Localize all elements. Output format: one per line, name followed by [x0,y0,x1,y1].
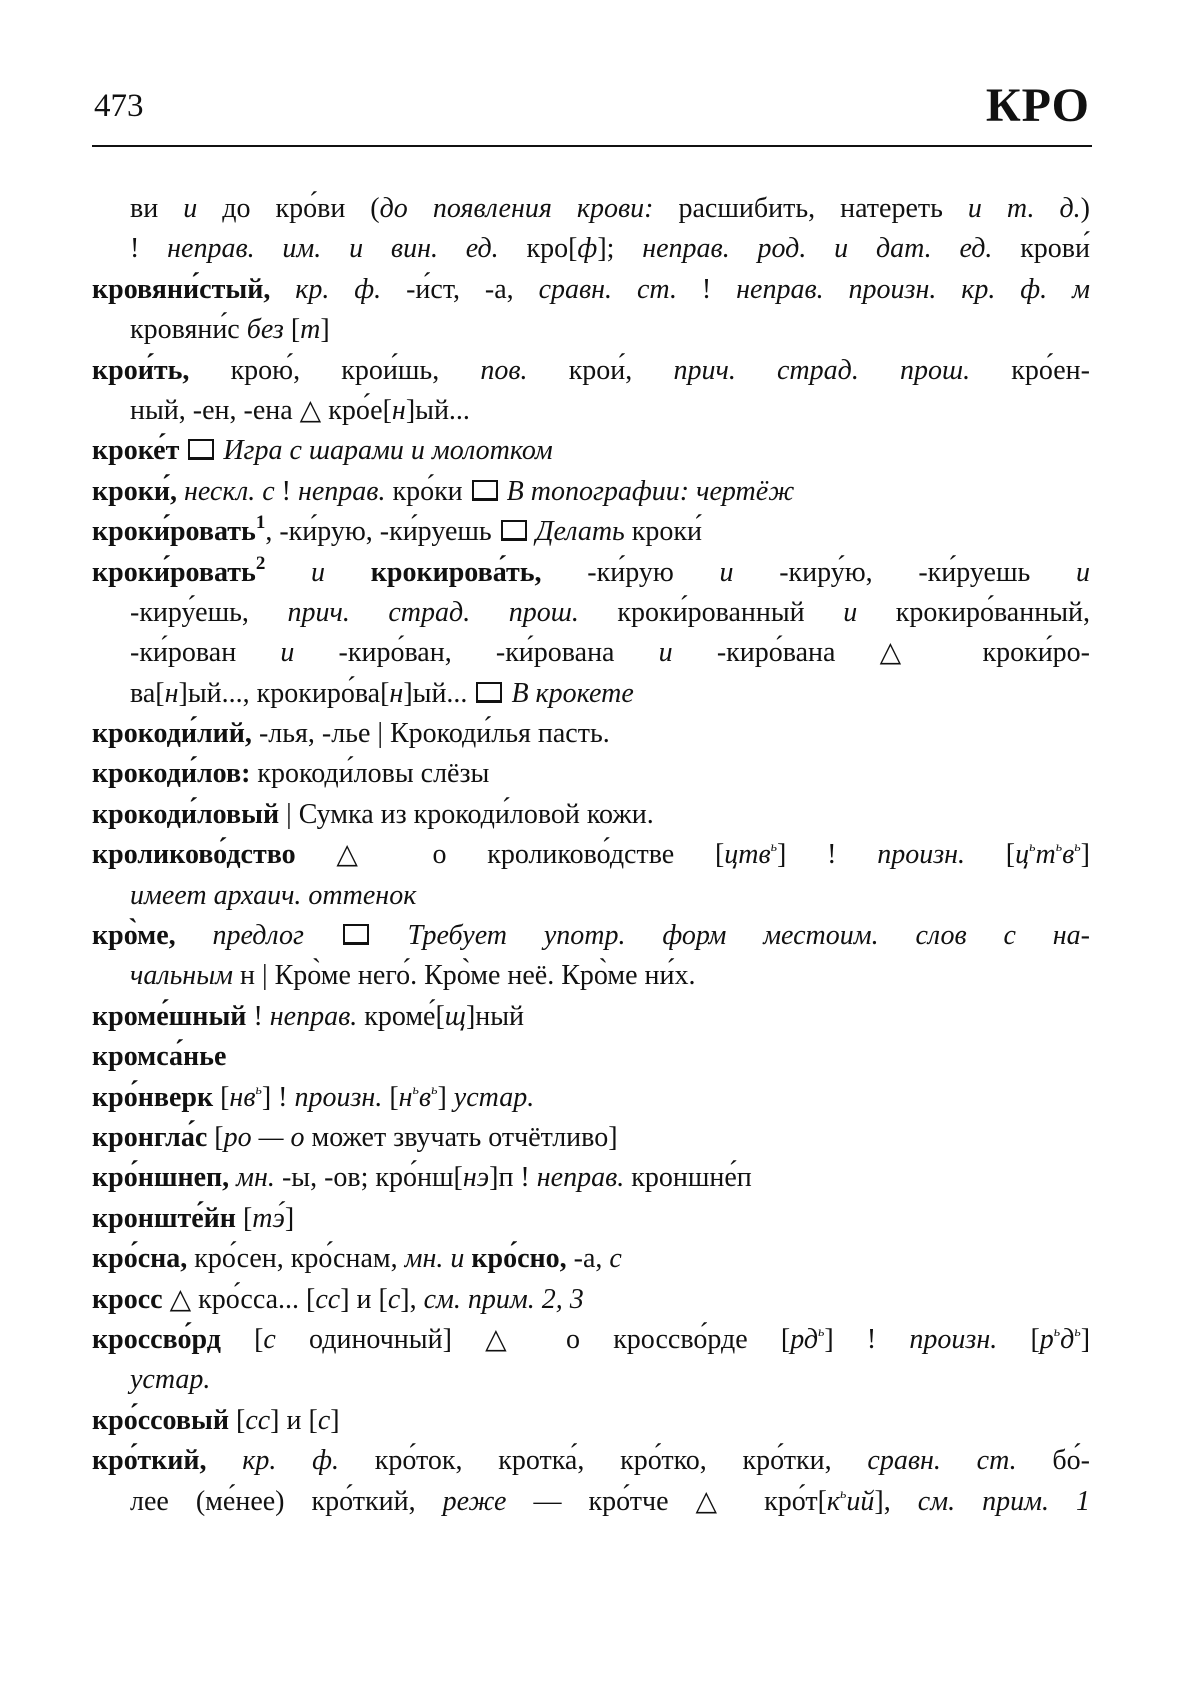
entry-text: [ [389,1081,399,1113]
soft-mark: ь [840,1486,847,1502]
headword: кроке́т [92,435,187,467]
entry-line [92,1401,1090,1441]
entry-text: крокиро́ванный, [895,596,1090,628]
italic-label: прич. страд. прош. [287,596,618,628]
soft-mark: ь [1074,840,1081,856]
italic-label: рд [790,1323,818,1355]
italic-label: к [826,1485,841,1517]
entry-text: ]ый... [405,394,470,426]
page-number: 473 [94,88,144,124]
entry-line [92,270,1090,310]
entry-text: крою́, крои́шь, [230,354,481,386]
entry-text: [ [290,314,301,346]
entry-text: [ [220,1081,230,1113]
dictionary-entries [92,189,1090,1522]
italic-label: реже [442,1485,534,1517]
entry-text: -лья, -лье | Крокоди́лья пасть. [258,718,610,750]
entry-continuation-line [92,674,1090,714]
soft-mark: ь [431,1082,438,1098]
entry-text: ! [253,1000,270,1032]
entry-line [92,1441,1090,1481]
entry-line [92,714,1090,754]
entry-text: ] и [ [340,1283,388,1315]
italic-label: в [418,1081,432,1113]
italic-label: сравн. ст. [867,1445,1053,1477]
italic-label: см. прим. 1 [917,1485,1090,1517]
italic-label: с [263,1323,310,1355]
headword: кровяни́стый, [92,273,296,305]
italic-label: мн. [236,1162,282,1194]
italic-label: Делать [528,516,632,548]
entry-text: бо́- [1052,1445,1090,1477]
italic-label: щ [444,1000,466,1032]
entry-text: ] ! [261,1081,295,1113]
entry-text: кро́ки [392,475,470,507]
entry-line [92,795,1090,835]
entry-text: -и́ст, -а, [406,273,539,305]
italic-label: произн. [294,1081,390,1113]
entry-text: ]; [597,233,643,265]
entry-continuation-line [92,189,1090,229]
entry-continuation-line [92,391,1090,431]
entry-line [92,835,1090,875]
headword: кро́сна, [92,1243,195,1275]
italic-label: неправ. произн. кр. ф. м [736,273,1090,305]
headword: кроки́ровать [92,556,256,588]
entry-text: | Сумка из крокоди́ловой кожи. [286,798,654,830]
entry-line [92,1239,1090,1279]
italic-label: н [389,677,404,709]
italic-label: нэ [462,1162,490,1194]
italic-label: цтв [724,839,771,871]
entry-text: ] [437,1081,454,1113]
italic-label: н [164,677,179,709]
entry-line [92,1037,1090,1077]
entry-text: ] ! [777,839,878,871]
italic-label: кр. ф. [295,273,407,305]
italic-label: ро — о [223,1121,312,1153]
entry-text: [ [1005,839,1016,871]
entry-text: ва[ [130,677,165,709]
italic-label: сравн. ст. [538,273,702,305]
italic-label: неправ. [269,1000,365,1032]
italic-label: н [398,1081,413,1113]
italic-label: с [317,1404,331,1436]
entry-text: может звучать отчётливо] [311,1121,618,1153]
headword: кронште́йн [92,1202,243,1234]
headword: крои́ть, [92,354,231,386]
entry-text: -ки́рован [130,637,281,669]
entry-line [92,1280,1090,1320]
entry-text: кровяни́с [130,314,247,346]
italic-label: сс [315,1283,341,1315]
entry-line [92,512,1090,552]
entry-text: [ [214,1121,224,1153]
entry-text: ! [281,475,298,507]
entry-line [92,997,1090,1037]
italic-label: и [719,556,780,588]
italic-label: и [1076,556,1090,588]
italic-label: и [183,193,223,224]
entry-text: ] [320,314,330,346]
entry-line [92,472,1090,512]
entry-text: ] [330,1404,340,1436]
entry-line [92,553,1090,593]
entry-line [92,431,1090,471]
entry-text: -ы, -ов; кро́нш[ [281,1162,463,1194]
italic-label: неправ. род. и дат. ед. [642,233,1021,265]
entry-text: -киру́ю, -ки́руешь [779,556,1077,588]
entry-line [92,351,1090,391]
entry-text: -киро́вана △ кроки́ро- [716,637,1090,669]
note-box-icon [472,480,498,501]
entry-text: расшибить, натереть [678,193,968,224]
entry-text: ]п ! [489,1162,537,1194]
entry-text: кро́ток, кротка́, кро́тко, кро́тки, [374,1445,868,1477]
entry-continuation-line [92,310,1090,350]
entry-text: , -ки́рую, -ки́руешь [265,516,499,548]
italic-label: р [1039,1323,1054,1355]
headword: крокирова́ть, [370,556,588,588]
entry-text: △ о кроликово́дстве [ [336,839,725,871]
entry-line [92,754,1090,794]
entry-text: н | Кро̀ме него́. Кро̀ме неё. Кро̀ме ни́х. [240,960,696,992]
headword: кронгла́с [92,1121,215,1153]
italic-label: д [1060,1323,1075,1355]
italic-label: мн. и [404,1243,472,1275]
italic-label: пов. [480,354,569,386]
entry-text: ] [1080,1323,1090,1355]
entry-text: крокоди́ловы слёзы [257,758,490,790]
entry-text: кроки́ [631,516,702,548]
entry-text: до кро́ви ( [222,193,380,224]
headword: крокоди́лов: [92,758,258,790]
italic-label: и [658,637,717,669]
entry-line [92,1158,1090,1198]
entry-continuation-line [92,1360,1090,1400]
entry-text: -а, [573,1243,610,1275]
italic-label: нескл. с [183,475,282,507]
entry-text: — кро́тче △ кро́т[ [533,1485,827,1517]
entry-line [92,1199,1090,1239]
headword: кроки́ровать [92,516,256,548]
italic-label: до появления крови: [379,193,679,224]
entry-text: крови́ [1020,233,1090,265]
entry-text: ! [701,273,737,305]
italic-label: см. прим. 2, 3 [423,1283,584,1315]
entry-text: -киру́ешь, [130,596,288,628]
entry-text: [ [242,1202,253,1234]
italic-label: нв [229,1081,256,1113]
entry-text: ] [1080,839,1090,871]
entry-line [92,1078,1090,1118]
italic-label: ф [577,233,598,265]
italic-label: В крокете [504,677,634,709]
italic-label: устар. [130,1364,211,1396]
headword: кро̀ме, [92,920,213,952]
soft-mark: ь [1029,840,1036,856]
entry-text: кро́ен- [1011,354,1090,386]
headword: крокоди́лий, [92,718,259,750]
italic-label: произн. [877,839,1006,871]
headword: кромса́нье [92,1041,227,1073]
entry-text: кроме́[ [364,1000,445,1032]
entry-text: ]ый..., крокиро́ва[ [178,677,390,709]
italic-label: н [391,394,406,426]
guide-word: КРО [985,79,1090,132]
entry-text: [ [235,1404,246,1436]
entry-text: ]ый... [403,677,475,709]
headword: кро́сно, [471,1243,574,1275]
italic-label: прич. страд. прош. [673,354,1012,386]
italic-label: сс [245,1404,271,1436]
headword: кроссво́рд [92,1323,255,1355]
entry-text: -ки́рую [587,556,720,588]
italic-label: устар. [453,1081,535,1113]
entry-text: ви [130,193,184,224]
entry-text: ]ный [465,1000,525,1032]
italic-label: неправ. им. и вин. ед. [167,233,527,265]
italic-label: чальным [130,960,241,992]
headword: кро́ткий, [92,1445,243,1477]
italic-label: имеет архаич. оттенок [130,879,417,911]
headword: кро́ссовый [92,1404,236,1436]
note-box-icon [343,924,369,945]
italic-label: т [300,314,321,346]
entry-text: лее (ме́нее) кро́ткий, [130,1485,443,1517]
entry-continuation-line [92,229,1090,269]
headword: кроме́шный [92,1000,254,1032]
entry-text: ], [874,1485,918,1517]
italic-label: с [387,1283,401,1315]
italic-label: В топографии: чертёж [499,475,795,507]
entry-text: -киро́ван, -ки́рована [338,637,659,669]
italic-label: Требует употр. форм местоим. слов с на- [370,920,1090,952]
italic-label: ий [846,1485,875,1517]
soft-mark: ь [412,1082,419,1098]
italic-label: с [609,1243,622,1275]
entry-text: [ [254,1323,264,1355]
soft-mark: ь [1074,1324,1081,1340]
entry-text: ] ! [824,1323,910,1355]
entry-text: [ [1030,1323,1040,1355]
entry-text: ный, -ен, -ена △ кро́е[ [130,394,392,426]
italic-label: и [843,596,896,628]
entry-line [92,1118,1090,1158]
entry-text: ], [400,1283,424,1315]
entry-text: кро́сен, кро́снам, [194,1243,405,1275]
note-box-icon [501,520,527,541]
entry-line [92,1320,1090,1360]
homonym-index: 2 [255,552,266,574]
entry-continuation-line [92,956,1090,996]
soft-mark: ь [818,1324,825,1340]
italic-label: без [246,314,291,346]
entry-text: кроки́рованный [617,596,844,628]
italic-label: Игра с шарами и молотком [216,435,553,467]
entry-text: ! [130,233,168,265]
soft-mark: ь [1053,1324,1061,1340]
headword: крокоди́ловый [92,798,287,830]
soft-mark: ь [1055,840,1063,856]
italic-label: в [1062,839,1075,871]
entry-text: крои́, [568,354,674,386]
entry-text: △ кро́сса... [ [169,1283,316,1315]
entry-text: ) [1080,193,1090,224]
entry-line [92,916,1090,956]
italic-label: предлог [212,920,341,952]
headword: кроки́, [92,475,184,507]
italic-label: кр. ф. [242,1445,375,1477]
headword: кро́ншнеп, [92,1162,237,1194]
note-box-icon [188,439,214,460]
italic-label: произн. [909,1323,1031,1355]
italic-label: ц [1015,839,1030,871]
headword: кросс [92,1283,170,1315]
entry-continuation-line [92,876,1090,916]
entry-continuation-line [92,633,1090,673]
entry-text: одиночный] △ о кроссво́рде [ [309,1323,791,1355]
entry-continuation-line [92,593,1090,633]
headword: кро́нверк [92,1081,221,1113]
italic-label: и т. д. [967,193,1081,224]
header-rule [92,145,1092,147]
italic-label: т [1035,839,1056,871]
soft-mark: ь [770,840,778,856]
italic-label: и [265,556,371,588]
entry-text: кро[ [526,233,578,265]
italic-label: неправ. [297,475,393,507]
entry-continuation-line [92,1482,1090,1522]
entry-text: кроншне́п [631,1162,752,1194]
note-box-icon [476,682,502,703]
entry-text: ] [284,1202,295,1234]
italic-label: неправ. [536,1162,632,1194]
italic-label: тэ́ [252,1202,285,1234]
entry-text: ] и [ [270,1404,318,1436]
homonym-index: 1 [255,512,266,534]
italic-label: и [280,637,339,669]
soft-mark: ь [255,1082,262,1098]
headword: кроликово́дство [92,839,337,871]
